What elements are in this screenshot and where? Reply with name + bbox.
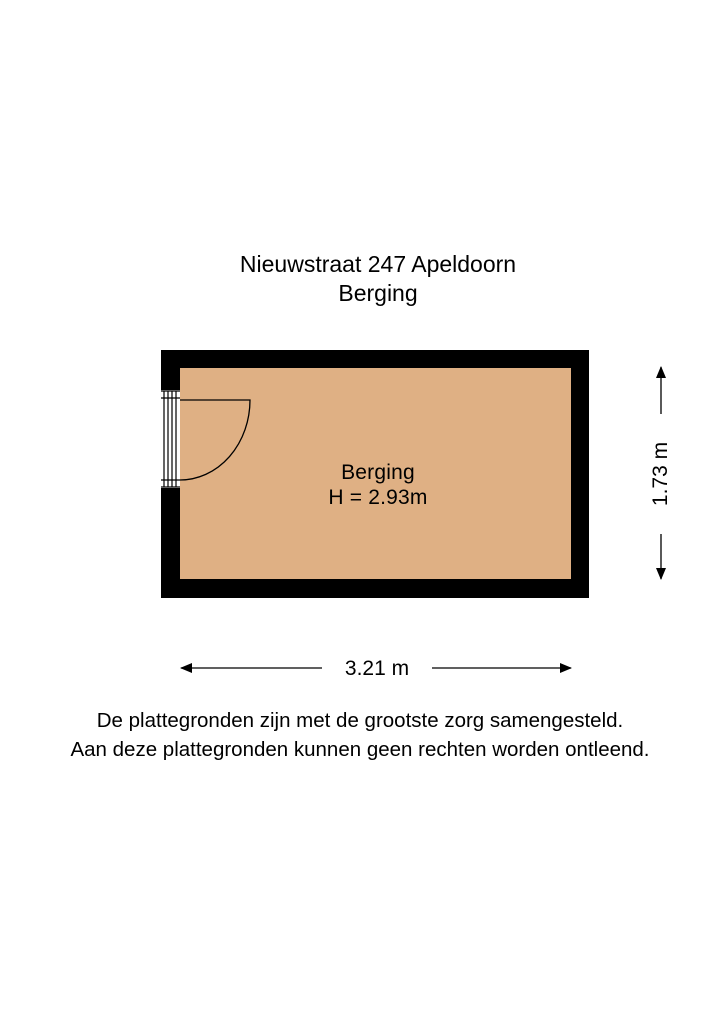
disclaimer-line-1: De plattegronden zijn met de grootste zorg samengesteld. — [96, 709, 624, 732]
plan-floor-name: Berging — [338, 280, 418, 306]
disclaimer — [0, 706, 720, 764]
room-height: H = 2.93m — [328, 486, 428, 509]
room-label — [280, 460, 476, 510]
depth-dimension-label: 1.73 m — [648, 414, 674, 534]
plan-address: Nieuwstraat 247 Apeldoorn — [239, 251, 517, 277]
room-name: Berging — [341, 461, 415, 484]
disclaimer-line-2: Aan deze plattegronden kunnen geen rechten worden ontleend. — [70, 738, 650, 761]
width-dimension-label: 3.21 m — [322, 656, 432, 682]
